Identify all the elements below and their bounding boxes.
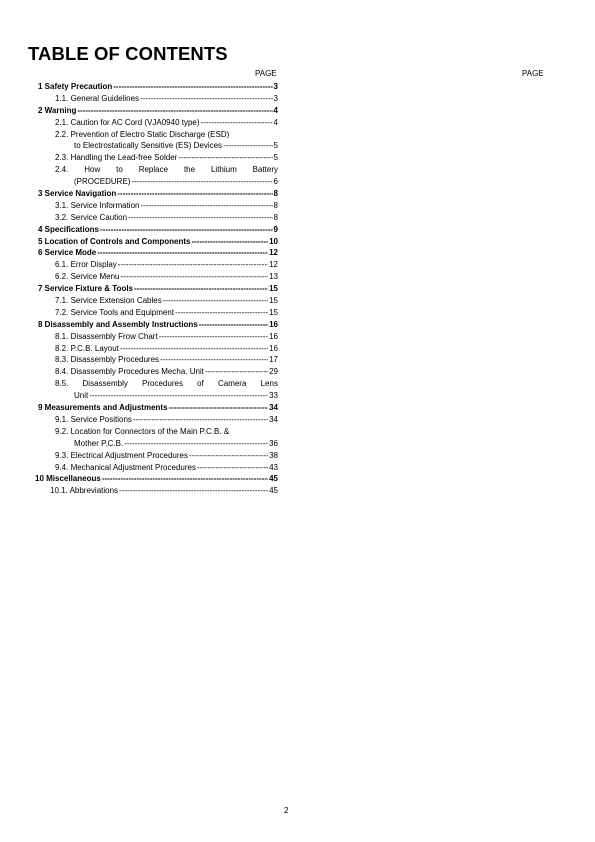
dot-leader — [117, 188, 272, 200]
page-column-header-right: PAGE — [522, 69, 544, 78]
toc-entry-text: 7.2. Service Tools and Equipment — [55, 307, 175, 317]
dot-leader — [163, 295, 268, 307]
dot-leader — [128, 212, 273, 224]
toc-section-entry[interactable] — [38, 378, 278, 390]
toc-page-number: 38 — [269, 450, 278, 460]
dot-leader — [189, 450, 268, 462]
toc-entry-text: (PROCEDURE) — [74, 177, 131, 187]
toc-entry-text: 5 Location of Controls and Components — [38, 236, 191, 246]
page-number: 2 — [284, 806, 289, 815]
dot-leader — [113, 81, 272, 93]
toc-entry-text: 10 Miscellaneous — [35, 474, 101, 484]
toc-section-entry[interactable] — [38, 93, 278, 105]
toc-entry-text: 2.1. Caution for AC Cord (VJA0940 type) — [55, 117, 200, 127]
dot-leader — [133, 414, 268, 426]
toc-entry-text: 8.2. P.C.B. Layout — [55, 343, 119, 353]
toc-section-entry[interactable] — [38, 366, 278, 378]
dot-leader — [118, 259, 268, 271]
toc-page-number: 5 — [273, 141, 278, 151]
toc-section-entry[interactable] — [38, 390, 278, 402]
toc-page-number: 33 — [269, 391, 278, 401]
dot-leader — [102, 473, 268, 485]
toc-page-number: 10 — [269, 236, 278, 246]
dot-leader — [201, 117, 273, 129]
dot-leader — [223, 140, 272, 152]
dot-leader — [77, 105, 272, 117]
toc-page-number: 8 — [273, 200, 278, 210]
toc-entry-text: 6 Service Mode — [38, 248, 97, 258]
dot-leader — [97, 247, 268, 259]
dot-leader — [159, 331, 268, 343]
toc-entry-text: 7.1. Service Extension Cables — [55, 296, 162, 306]
toc-page-number: 8 — [273, 189, 278, 199]
dot-leader — [120, 271, 268, 283]
toc-page-number: 9 — [273, 224, 278, 234]
dot-leader — [175, 307, 268, 319]
toc-entry-text: 2.4. How to Replace the Lithium Battery — [55, 165, 278, 175]
dot-leader — [169, 402, 269, 414]
toc-page-number: 45 — [269, 474, 278, 484]
toc-entry-text: 10.1. Abbreviations — [50, 486, 119, 496]
toc-entry-text: 9.1. Service Positions — [55, 414, 132, 424]
toc-section-entry[interactable] — [38, 414, 278, 426]
toc-entry-text: 8 Disassembly and Assembly Instructions — [38, 319, 198, 329]
toc-section-entry[interactable] — [38, 354, 278, 366]
dot-leader — [178, 152, 272, 164]
toc-page-number: 15 — [269, 284, 278, 294]
dot-leader — [140, 93, 272, 105]
toc-entry-text: 3.2. Service Caution — [55, 212, 128, 222]
toc-entry-text: 6.2. Service Menu — [55, 272, 120, 282]
dot-leader — [100, 224, 273, 236]
toc-entry-text: Unit — [74, 391, 89, 401]
toc-chapter-entry[interactable] — [38, 402, 278, 414]
dot-leader — [197, 462, 268, 474]
toc-page-number: 34 — [269, 414, 278, 424]
dot-leader — [124, 438, 268, 450]
toc-entry-text: 2.2. Prevention of Electro Static Discharge (ESD) — [55, 129, 230, 139]
toc-page-number: 29 — [269, 367, 278, 377]
toc-chapter-entry[interactable] — [35, 473, 278, 485]
toc-section-entry[interactable] — [38, 259, 278, 271]
toc-section-entry[interactable] — [38, 450, 278, 462]
toc-entry-text: Mother P.C.B. — [74, 438, 124, 448]
dot-leader — [134, 283, 268, 295]
toc-section-entry[interactable] — [38, 295, 278, 307]
toc-page-number: 8 — [273, 212, 278, 222]
toc-entry-text: 9.4. Mechanical Adjustment Procedures — [55, 462, 196, 472]
toc-entry-text: 3 Service Navigation — [38, 189, 117, 199]
page-column-header: PAGE — [255, 69, 277, 78]
toc-section-entry[interactable] — [38, 129, 278, 141]
toc-page-number: 16 — [269, 343, 278, 353]
toc-page-number: 6 — [273, 177, 278, 187]
toc-page-number: 16 — [269, 331, 278, 341]
toc-page-number: 3 — [273, 82, 278, 91]
toc-entry-text: 7 Service Fixture & Tools — [38, 284, 133, 294]
dot-leader — [191, 236, 268, 248]
toc-entry-text: 8.3. Disassembly Procedures — [55, 355, 160, 365]
toc-page-number: 4 — [273, 117, 278, 127]
toc-entry-text: 8.1. Disassembly Frow Chart — [55, 331, 158, 341]
toc-entry-text: 8.5. Disassembly Procedures of Camera Lens — [55, 379, 278, 389]
toc-entry-text: 1.1. General Guidelines — [55, 93, 140, 103]
toc-entry-text: 9.2. Location for Connectors of the Main P.C.B. & — [55, 426, 230, 436]
toc-page-number: 45 — [269, 486, 278, 496]
dot-leader — [205, 366, 268, 378]
toc-section-entry[interactable] — [38, 271, 278, 283]
toc-section-entry[interactable] — [38, 343, 278, 355]
toc-page-number: 16 — [269, 319, 278, 329]
toc-section-entry[interactable] — [38, 331, 278, 343]
toc-page-number: 15 — [269, 307, 278, 317]
dot-leader — [199, 319, 268, 331]
toc-page-number: 3 — [273, 93, 278, 103]
toc-section-entry[interactable] — [38, 212, 278, 224]
toc-page-number: 36 — [269, 438, 278, 448]
toc-page-number: 12 — [269, 248, 278, 258]
dot-leader — [120, 343, 268, 355]
toc-page-number: 13 — [269, 272, 278, 282]
toc-section-entry[interactable] — [38, 117, 278, 129]
toc-page-number: 12 — [269, 260, 278, 270]
toc-chapter-entry[interactable] — [38, 283, 278, 295]
toc-section-entry[interactable] — [38, 140, 278, 152]
toc-chapter-entry[interactable] — [38, 319, 278, 331]
toc-list — [35, 81, 278, 497]
toc-page-number: 43 — [269, 462, 278, 472]
toc-page-number: 17 — [269, 355, 278, 365]
toc-entry-text: 9 Measurements and Adjustments — [38, 403, 168, 413]
toc-chapter-entry[interactable] — [38, 224, 278, 236]
toc-page-number: 34 — [269, 403, 278, 413]
toc-entry-text: 1 Safety Precaution — [38, 82, 113, 91]
toc-chapter-entry[interactable] — [38, 188, 278, 200]
toc-section-entry[interactable] — [38, 176, 278, 188]
dot-leader — [119, 485, 268, 497]
dot-leader — [89, 390, 268, 402]
toc-section-entry[interactable] — [38, 307, 278, 319]
toc-section-entry[interactable] — [38, 152, 278, 164]
toc-page-number: 5 — [273, 153, 278, 163]
dot-leader — [131, 176, 272, 188]
toc-chapter-entry[interactable] — [38, 81, 278, 93]
toc-section-entry[interactable] — [38, 438, 278, 450]
toc-chapter-entry[interactable] — [38, 105, 278, 117]
toc-entry-text: 8.4. Disassembly Procedures Mecha. Unit — [55, 367, 204, 377]
toc-entry-text: to Electrostatically Sensitive (ES) Devices — [74, 141, 223, 151]
toc-title: TABLE OF CONTENTS — [28, 43, 228, 64]
toc-section-entry[interactable] — [38, 164, 278, 176]
toc-entry-text: 2 Warning — [38, 105, 77, 115]
dot-leader — [140, 200, 272, 212]
dot-leader — [160, 354, 268, 366]
toc-section-entry[interactable] — [38, 462, 278, 474]
toc-section-entry[interactable] — [38, 200, 278, 212]
toc-entry-text: 6.1. Error Display — [55, 260, 117, 270]
toc-entry-text: 4 Specifications — [38, 224, 99, 234]
toc-page-number: 4 — [273, 105, 278, 115]
toc-chapter-entry[interactable] — [38, 247, 278, 259]
toc-entry-text: 2.3. Handling the Lead-free Solder — [55, 153, 178, 163]
toc-chapter-entry[interactable] — [38, 236, 278, 248]
toc-section-entry[interactable] — [38, 485, 278, 497]
toc-entry-text: 3.1. Service Information — [55, 200, 140, 210]
toc-entry-text: 9.3. Electrical Adjustment Procedures — [55, 450, 188, 460]
toc-page-number: 15 — [269, 296, 278, 306]
toc-section-entry[interactable] — [38, 426, 278, 438]
